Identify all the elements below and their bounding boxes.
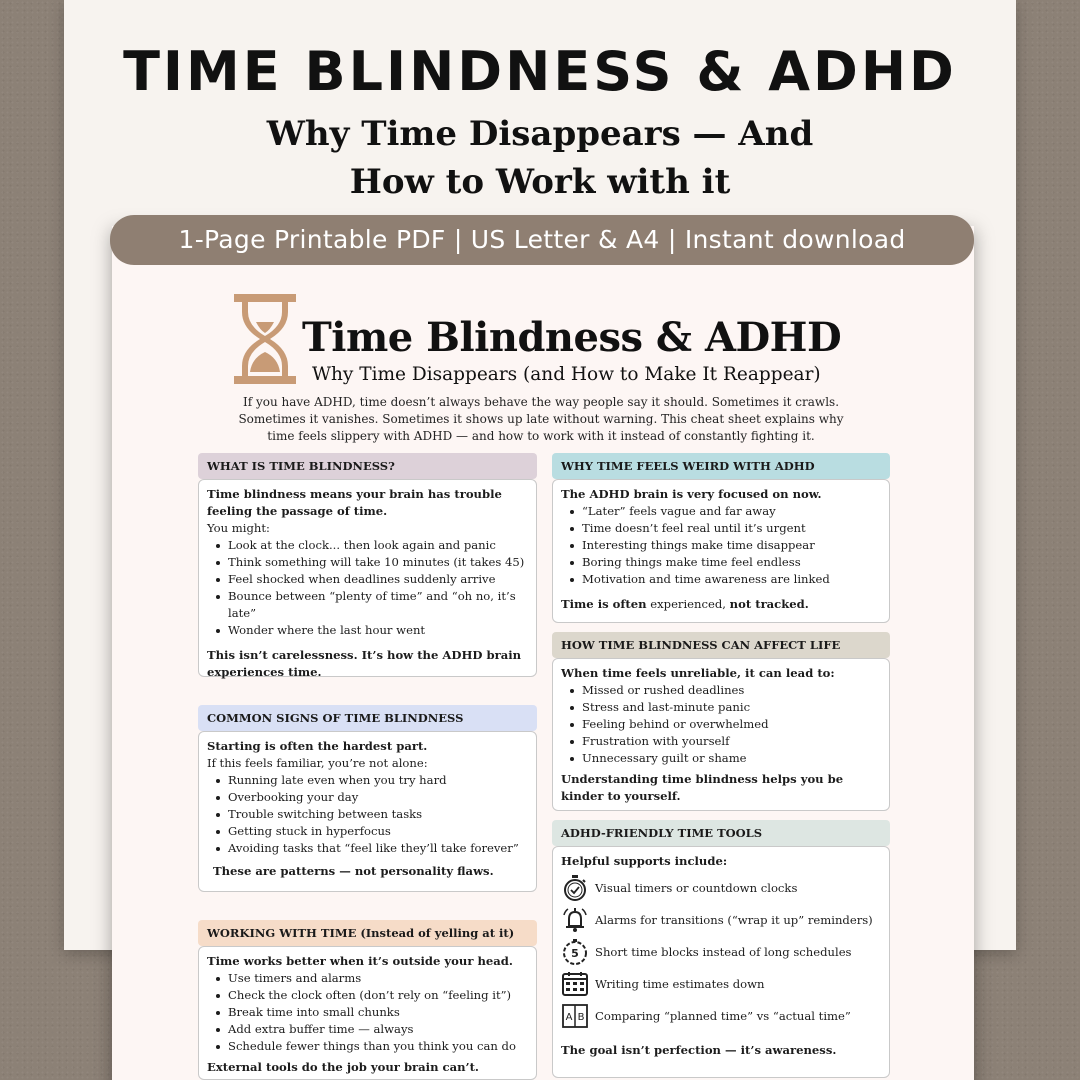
tool-item <box>561 936 881 968</box>
section-lead: Time works better when it’s outside your head. <box>207 954 513 968</box>
alarm-bell-icon <box>561 906 589 934</box>
intro-paragraph: If you have ADHD, time doesn’t always behave the way people say it should. Sometimes it crawls. Sometimes it vanishes. Sometimes it shows up late without warning. This cheat sheet explains why time feels slippery with ADHD — and how to work with it instead of constantly fighting it. <box>238 395 844 443</box>
bullet-list <box>207 970 528 1055</box>
list-item: Avoiding tasks that “feel like they’ll take forever” <box>207 840 528 857</box>
list-item: Running late even when you try hard <box>207 772 528 789</box>
section-lead: The ADHD brain is very focused on now. <box>561 487 822 501</box>
list-item: Overbooking your day <box>207 789 528 806</box>
doc-subtitle: Why Time Disappears (and How to Make It Reappear) <box>312 364 821 385</box>
list-item: Missed or rushed deadlines <box>561 682 881 699</box>
section-header-common-signs: COMMON SIGNS OF TIME BLINDNESS <box>198 705 537 731</box>
section-closing: External tools do the job your brain can’t. <box>207 1060 479 1074</box>
bullet-list <box>207 772 528 857</box>
list-item: “Later” feels vague and far away <box>561 503 881 520</box>
compare-letter-b: B <box>577 1012 585 1023</box>
stopwatch-icon <box>561 874 589 902</box>
compare-letter-a: A <box>565 1012 573 1023</box>
section-closing: These are patterns — not personality flaws. <box>213 864 494 878</box>
closing-bold: not tracked. <box>729 597 809 611</box>
tool-label: Visual timers or countdown clocks <box>595 880 798 895</box>
bullet-list <box>561 682 881 767</box>
section-lead: When time feels unreliable, it can lead to: <box>561 666 835 680</box>
tool-label: Short time blocks instead of long schedules <box>595 944 852 959</box>
calendar-icon <box>561 970 589 998</box>
section-box-working <box>198 946 537 1080</box>
section-closing <box>561 596 881 613</box>
list-item: Use timers and alarms <box>207 970 528 987</box>
promo-subtitle <box>140 110 940 206</box>
list-item: Break time into small chunks <box>207 1004 528 1021</box>
tool-item <box>561 872 881 904</box>
section-prompt: If this feels familiar, you’re not alone: <box>207 756 428 770</box>
closing-normal: experienced, <box>646 597 730 611</box>
bullet-list <box>561 503 881 588</box>
section-closing: The goal isn’t perfection — it’s awareness. <box>561 1043 837 1057</box>
tool-label: Comparing “planned time” vs “actual time” <box>595 1008 851 1023</box>
tool-item <box>561 968 881 1000</box>
section-box-affect-life <box>552 658 890 811</box>
tool-label: Writing time estimates down <box>595 976 765 991</box>
list-item: Stress and last-minute panic <box>561 699 881 716</box>
section-header-tools: ADHD-FRIENDLY TIME TOOLS <box>552 820 890 846</box>
promo-subtitle-line-1: Why Time Disappears — And <box>266 114 814 154</box>
format-banner: 1-Page Printable PDF | US Letter & A4 | Instant download <box>110 215 974 265</box>
promo-title: TIME BLINDNESS & ADHD <box>123 40 957 103</box>
list-item: Look at the clock... then look again and panic <box>207 537 528 554</box>
promo-subtitle-line-2: How to Work with it <box>349 162 731 202</box>
section-lead: Starting is often the hardest part. <box>207 739 428 753</box>
list-item: Feeling behind or overwhelmed <box>561 716 881 733</box>
section-box-common-signs <box>198 731 537 892</box>
list-item: Unnecessary guilt or shame <box>561 750 881 767</box>
section-lead: Time blindness means your brain has trouble feeling the passage of time. <box>207 487 502 518</box>
bullet-list <box>207 537 528 639</box>
list-item: Getting stuck in hyperfocus <box>207 823 528 840</box>
section-header-working: WORKING WITH TIME (Instead of yelling at it) <box>198 920 537 946</box>
list-item: Feel shocked when deadlines suddenly arrive <box>207 571 528 588</box>
doc-title: Time Blindness & ADHD <box>302 314 842 361</box>
section-prompt: You might: <box>207 521 270 535</box>
list-item: Add extra buffer time — always <box>207 1021 528 1038</box>
list-item: Interesting things make time disappear <box>561 537 881 554</box>
list-item: Trouble switching between tasks <box>207 806 528 823</box>
tool-label: Alarms for transitions (“wrap it up” reminders) <box>595 912 873 927</box>
section-header-affect-life: HOW TIME BLINDNESS CAN AFFECT LIFE <box>552 632 890 658</box>
list-item: Time doesn’t feel real until it’s urgent <box>561 520 881 537</box>
section-box-why-weird <box>552 479 890 623</box>
list-item: Check the clock often (don’t rely on “feeling it”) <box>207 987 528 1004</box>
section-header-what-is: WHAT IS TIME BLINDNESS? <box>198 453 537 479</box>
section-header-why-weird: WHY TIME FEELS WEIRD WITH ADHD <box>552 453 890 479</box>
list-item: Wonder where the last hour went <box>207 622 528 639</box>
list-item: Frustration with yourself <box>561 733 881 750</box>
tool-item <box>561 904 881 936</box>
tool-item <box>561 1000 881 1032</box>
hourglass-icon <box>232 292 298 386</box>
closing-bold: Time is often <box>561 597 647 611</box>
section-lead: Helpful supports include: <box>561 854 728 868</box>
compare-ab-icon <box>561 1002 589 1030</box>
section-closing: This isn’t carelessness. It’s how the ADHD brain experiences time. <box>207 648 522 679</box>
section-box-what-is <box>198 479 537 677</box>
section-box-tools <box>552 846 890 1078</box>
timer-number: 5 <box>571 947 579 960</box>
timer-5-icon <box>561 938 589 966</box>
list-item: Motivation and time awareness are linked <box>561 571 881 588</box>
list-item: Think something will take 10 minutes (it takes 45) <box>207 554 528 571</box>
list-item: Bounce between “plenty of time” and “oh no, it’s late” <box>207 588 528 622</box>
list-item: Schedule fewer things than you think you can do <box>207 1038 528 1055</box>
list-item: Boring things make time feel endless <box>561 554 881 571</box>
section-closing: Understanding time blindness helps you be kinder to yourself. <box>561 772 844 803</box>
